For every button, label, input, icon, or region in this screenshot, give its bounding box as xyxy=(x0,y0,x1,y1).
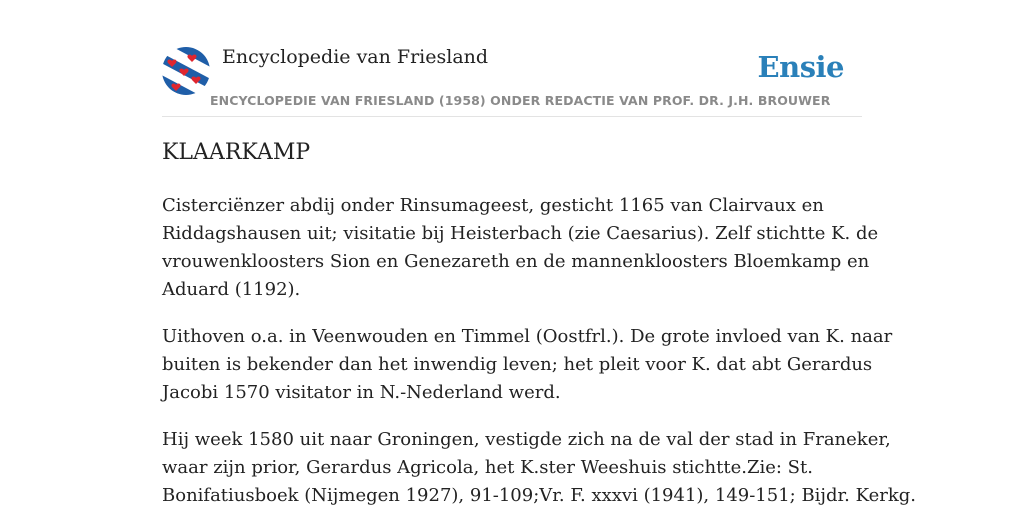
text-line: Cisterciënzer abdij onder Rinsumageest, gesticht 1165 van Clairvaux en xyxy=(162,195,824,216)
article-body xyxy=(162,192,916,512)
text-line: Jacobi 1570 visitator in N.-Nederland werd. xyxy=(162,382,561,403)
text-line: Aduard (1192). xyxy=(162,279,301,300)
frisian-flag-icon[interactable] xyxy=(162,47,210,95)
site-subtitle: ENCYCLOPEDIE VAN FRIESLAND (1958) ONDER REDACTIE VAN PROF. DR. J.H. BROUWER xyxy=(210,93,831,108)
site-name[interactable]: Encyclopedie van Friesland xyxy=(222,46,489,68)
site-header xyxy=(162,44,862,117)
text-line: Riddagshausen uit; visitatie bij Heisterbach (zie Caesarius). Zelf stichtte K. de xyxy=(162,223,879,244)
paragraph-1 xyxy=(162,192,879,304)
paragraph-3 xyxy=(162,426,916,510)
article-title: KLAARKAMP xyxy=(162,140,311,165)
text-line: Hij week 1580 uit naar Groningen, vestigde zich na de val der stad in Franeker, xyxy=(162,429,891,450)
brand-logo-link[interactable]: Ensie xyxy=(757,50,844,84)
text-line: Uithoven o.a. in Veenwouden en Timmel (Oostfrl.). De grote invloed van K. naar xyxy=(162,326,893,347)
text-line: Bonifatiusboek (Nijmegen 1927), 91-109;Vr. F. xxxvi (1941), 149-151; Bijdr. Kerkg. xyxy=(162,485,916,506)
text-line: vrouwenkloosters Sion en Genezareth en de mannenkloosters Bloemkamp en xyxy=(162,251,870,272)
paragraph-2 xyxy=(162,323,893,407)
text-line: waar zijn prior, Gerardus Agricola, het K.ster Weeshuis stichtte.Zie: St. xyxy=(162,457,813,478)
text-line: buiten is bekender dan het inwendig leven; het pleit voor K. dat abt Gerardus xyxy=(162,354,873,375)
